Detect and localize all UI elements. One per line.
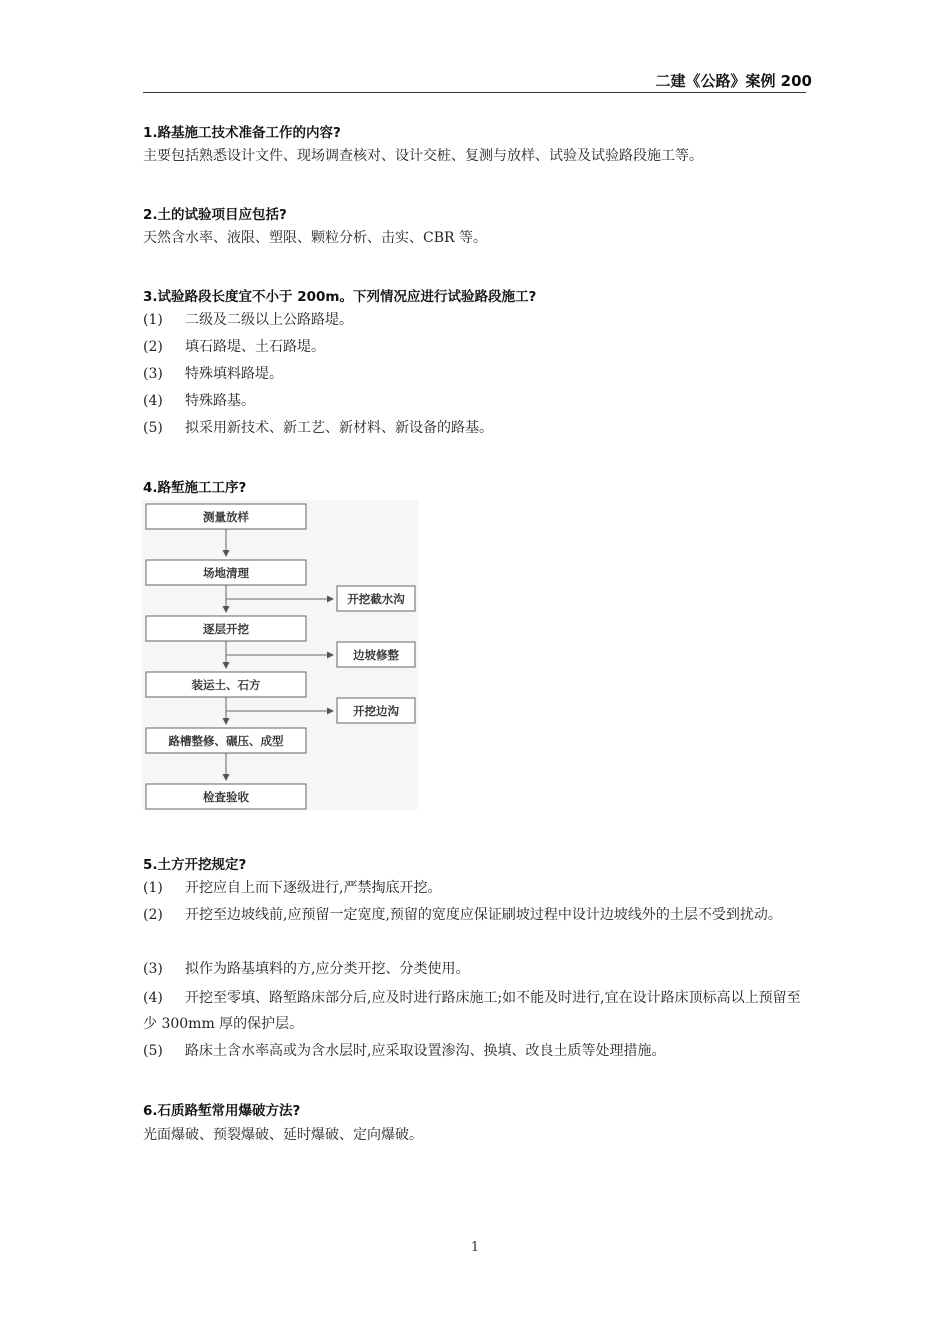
flowchart [142, 500, 418, 810]
list-item: (3) 特殊填料路堤。 [143, 366, 283, 382]
question-1: 1.路基施工技术准备工作的内容? [143, 125, 341, 141]
question-5: 5.土方开挖规定? [143, 857, 247, 873]
list-item: (5) 路床土含水率高或为含水层时,应采取设置渗沟、换填、改良土质等处理措施。 [143, 1043, 666, 1059]
header-rule [143, 92, 806, 93]
flow-step-label: 测量放样 [203, 510, 249, 524]
flow-side-label: 开挖截水沟 [347, 592, 405, 606]
list-item: (2) 填石路堤、土石路堤。 [143, 339, 325, 355]
list-item: (4) 特殊路基。 [143, 393, 255, 409]
page-number: 1 [470, 1240, 480, 1255]
question-4: 4.路堑施工工序? [143, 480, 247, 496]
question-2: 2.土的试验项目应包括? [143, 207, 287, 223]
flowchart-svg [142, 500, 418, 810]
list-item: (2) 开挖至边坡线前,应预留一定宽度,预留的宽度应保证刷坡过程中设计边坡线外的土层不受到扰动。 [143, 907, 782, 923]
flow-step-label: 场地清理 [203, 566, 249, 580]
list-item: (1) 开挖应自上而下逐级进行,严禁掏底开挖。 [143, 880, 442, 896]
question-6: 6.石质路堑常用爆破方法? [143, 1103, 301, 1119]
flow-side-label: 开挖边沟 [353, 704, 399, 718]
flow-step-label: 路槽整修、碾压、成型 [168, 734, 284, 748]
list-item: (1) 二级及二级以上公路路堤。 [143, 312, 353, 328]
answer-6: 光面爆破、预裂爆破、延时爆破、定向爆破。 [143, 1127, 423, 1143]
list-item: (3) 拟作为路基填料的方,应分类开挖、分类使用。 [143, 961, 470, 977]
flow-step-label: 检查验收 [203, 790, 249, 804]
header-title: 二建《公路》案例 200 [655, 72, 812, 90]
list-item: (5) 拟采用新技术、新工艺、新材料、新设备的路基。 [143, 420, 493, 436]
answer-1: 主要包括熟悉设计文件、现场调查核对、设计交桩、复测与放样、试验及试验路段施工等。 [143, 148, 703, 164]
list-item: (4) 开挖至零填、路堑路床部分后,应及时进行路床施工;如不能及时进行,宜在设计路床顶标高以上预留至少 300mm 厚的保护层。 [143, 990, 801, 1032]
answer-2: 天然含水率、液限、塑限、颗粒分析、击实、CBR 等。 [143, 230, 487, 246]
question-3: 3.试验路段长度宜不小于 200m。下列情况应进行试验路段施工? [143, 289, 537, 305]
flow-step-label: 逐层开挖 [203, 622, 249, 636]
flow-side-label: 边坡修整 [353, 648, 399, 662]
flow-step-label: 装运土、石方 [191, 678, 261, 692]
